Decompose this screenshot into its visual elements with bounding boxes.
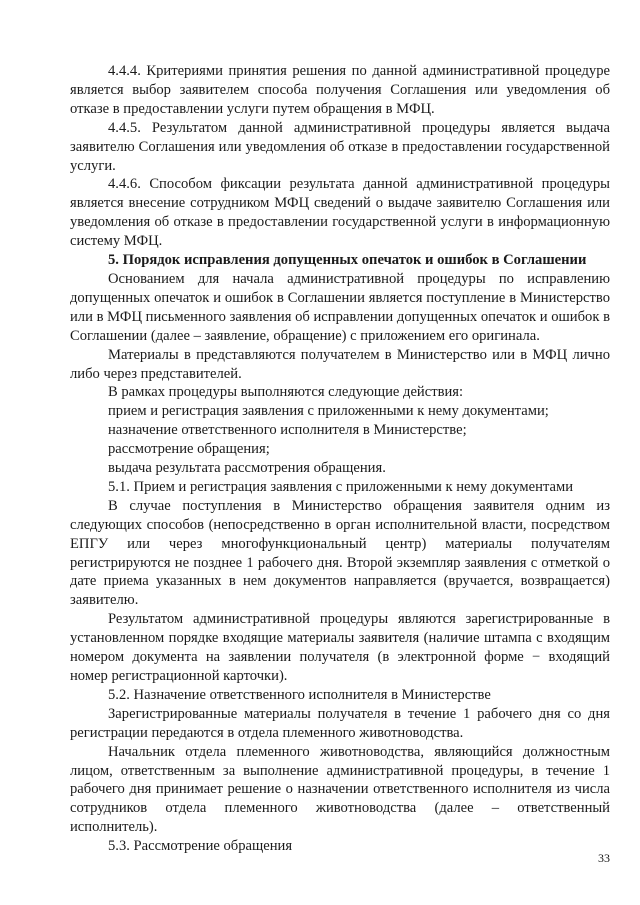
section-5-heading: 5. Порядок исправления допущенных опечаток и ошибок в Соглашении — [108, 252, 587, 269]
list-item-assignment: назначение ответственного исполнителя в Министерстве; — [108, 422, 467, 439]
paragraph-grounds: Основанием для начала административной процедуры по исправлению допущенных опечаток и ошибок в Соглашении является поступление в Министерство или в МФЦ письменного заявления об исправлении допущенных опечаток и ошибок в Соглашении (далее – заявление, обращение) с приложением его оригинала. — [70, 270, 610, 344]
paragraph-materials: Материалы в представляются получателем в Министерство или в МФЦ лично либо через представителей. — [70, 346, 610, 382]
paragraph-5-2-transfer: Зарегистрированные материалы получателя в течение 1 рабочего дня со дня регистрации передаются в отдела племенного животноводства. — [70, 705, 610, 741]
paragraph-5-1-result: Результатом административной процедуры являются зарегистрированные в установленном порядке входящие материалы заявителя (наличие штампа с входящим номером документа на заявлении получателя (в электронной форме − входящий номер регистрационной карточки). — [70, 611, 610, 684]
paragraph-actions-intro: В рамках процедуры выполняются следующие действия: — [108, 384, 464, 401]
paragraph-4-4-5: 4.4.5. Результатом данной административной процедуры является выдача заявителю Соглашения или уведомления об отказе в предоставлении государственной услуги. — [70, 119, 610, 174]
paragraph-4-4-4: 4.4.4. Критериями принятия решения по данной административной процедуре является выбор заявителем способа получения Соглашения или уведомления об отказе в предоставлении услуги путем обращения в МФЦ. — [70, 63, 610, 117]
paragraph-4-4-6: 4.4.6. Способом фиксации результата данной административной процедуры является внесение сотрудником МФЦ сведений о выдаче заявителю Соглашения или уведомления об отказе в предоставлении государственной услуги в информационную систему МФЦ. — [70, 176, 610, 250]
page-number: 33 — [598, 851, 610, 865]
list-item-result: выдача результата рассмотрения обращения. — [108, 460, 386, 477]
paragraph-5-1-receipt: В случае поступления в Министерство обращения заявителя одним из следующих способов (непосредственно в орган исполнительной власти, посредством ЕПГУ или через многофункциональный центр) материалы получателям регистрируются не позднее 1 рабочего дня. Второй экземпляр заявления с отметкой о дате приема указанных в нем документов направляется (вручается, возвращается) заявителю. — [70, 497, 610, 609]
subsection-5-2-heading: 5.2. Назначение ответственного исполнителя в Министерстве — [108, 686, 491, 703]
subsection-5-3-heading: 5.3. Рассмотрение обращения — [108, 838, 293, 855]
subsection-5-1-heading: 5.1. Прием и регистрация заявления с приложенными к нему документами — [108, 478, 574, 495]
list-item-reception: прием и регистрация заявления с приложенными к нему документами; — [108, 403, 549, 420]
list-item-review: рассмотрение обращения; — [108, 441, 270, 458]
document-body — [70, 62, 610, 856]
paragraph-5-2-decision: Начальник отдела племенного животноводства, являющийся должностным лицом, ответственным за выполнение административной процедуры, в течение 1 рабочего дня принимает решение о назначении ответственного исполнителя из числа сотрудников отдела племенного животноводства (далее – ответственный исполнитель). — [70, 743, 610, 836]
